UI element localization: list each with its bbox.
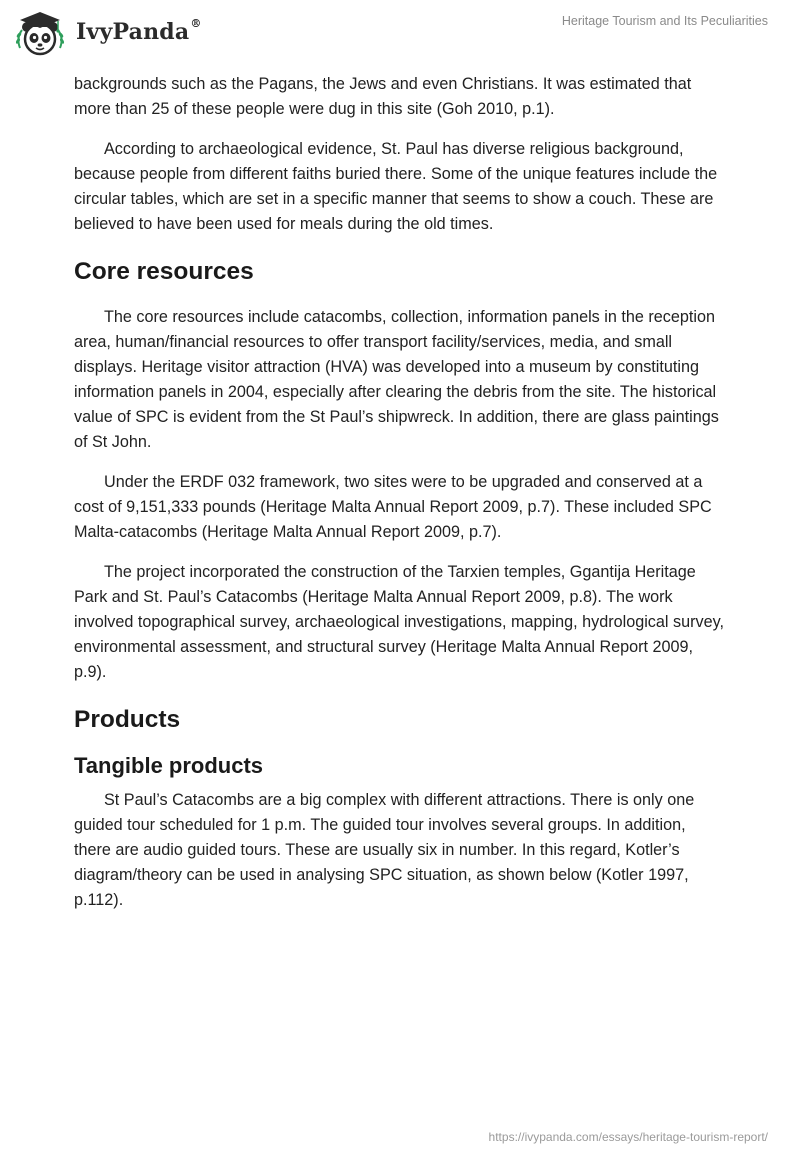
brand-name[interactable] [76, 16, 202, 45]
document-title: Heritage Tourism and Its Peculiarities [561, 14, 768, 28]
paragraph-continued: backgrounds such as the Pagans, the Jews and even Christians. It was estimated that more than 25 of these people were dug in this site (Goh 2010, p.1). [74, 75, 692, 118]
registered-mark: ® [190, 16, 202, 30]
paragraph-tangible-products: St Paul’s Catacombs are a big complex with different attractions. There is only one guided tour scheduled for 1 p.m. The guided tour involves several groups. In addition, there are audio guided tours. These are usually six in number. In this regard, Kotler’s diagram/theory can be used in analysing SPC situation, as shown below (Kotler 1997, p.112). [74, 791, 695, 909]
paragraph-religious-background: According to archaeological evidence, St. Paul has diverse religious background, because people from different faiths buried there. Some of the unique features include the circular tables, which are set in a specific manner that seems to show a couch. These are believed to have been used for meals during the old times. [74, 140, 718, 233]
paragraph-project: The project incorporated the construction of the Tarxien temples, Ggantija Heritage Park and St. Paul’s Catacombs (Heritage Malta Annual Report 2009, p.8). The work involved topographical survey, archaeological investigations, mapping, hydrological survey, environmental assessment, and structural survey (Heritage Malta Annual Report 2009, p.9). [74, 563, 724, 681]
brand-name-text: IvyPanda [76, 19, 190, 45]
paragraph-core-resources: The core resources include catacombs, collection, information panels in the reception area, human/financial resources to offer transport facility/services, media, and small displays. Heritage visitor attraction (HVA) was developed into a museum by constituting information panels in 2004, especially after clearing the debris from the site. The historical value of SPC is evident from the St Paul’s shipwreck. In addition, there are glass paintings of St John. [74, 308, 719, 451]
heading-tangible-products: Tangible products [74, 753, 264, 778]
page-header [0, 0, 800, 64]
paragraph-erdf-framework: Under the ERDF 032 framework, two sites were to be upgraded and conserved at a cost of 9,151,333 pounds (Heritage Malta Annual Report 2009, p.7). These included SPC Malta-catacombs (Heritage Malta Annual Report 2009, p.7). [74, 473, 712, 541]
article-body [74, 72, 726, 928]
heading-core-resources: Core resources [74, 258, 254, 285]
heading-products: Products [74, 706, 181, 733]
footer-url[interactable]: https://ivypanda.com/essays/heritage-tourism-report/ [488, 1130, 768, 1144]
panda-graduate-icon[interactable] [14, 8, 66, 58]
